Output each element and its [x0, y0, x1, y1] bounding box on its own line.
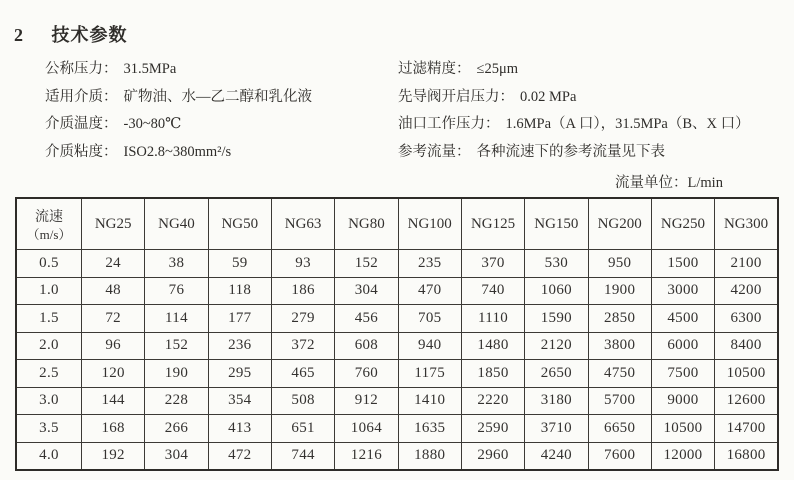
flow-value-cell: 744	[271, 442, 334, 470]
flow-value-cell: 8400	[715, 332, 778, 360]
parameters-left-column	[45, 56, 312, 166]
table-column-header: NG150	[525, 198, 588, 250]
table-row	[16, 360, 778, 388]
flow-value-cell: 2120	[525, 332, 588, 360]
parameter-label: 油口工作压力：	[398, 116, 500, 132]
flow-value-cell: 740	[461, 277, 524, 305]
flow-value-cell: 1880	[398, 442, 461, 470]
flow-value-cell: 1900	[588, 277, 651, 305]
table-column-header: NG63	[271, 198, 334, 250]
flow-value-cell: 295	[208, 360, 271, 388]
parameter-value: 矿物油、水—乙二醇和乳化液	[123, 88, 312, 105]
flow-value-cell: 1850	[461, 360, 524, 388]
flow-value-cell: 168	[82, 415, 145, 443]
flow-value-cell: 651	[271, 415, 334, 443]
flow-value-cell: 940	[398, 332, 461, 360]
flow-value-cell: 186	[271, 277, 334, 305]
table-column-header: NG80	[335, 198, 398, 250]
flow-value-cell: 413	[208, 415, 271, 443]
table-row	[16, 442, 778, 470]
flow-value-cell: 228	[145, 387, 208, 415]
flow-value-cell: 59	[208, 250, 271, 278]
flow-value-cell: 304	[335, 277, 398, 305]
flow-value-cell: 144	[82, 387, 145, 415]
flow-value-cell: 16800	[715, 442, 778, 470]
flow-rate-table	[15, 197, 779, 471]
parameter-value: 31.5MPa	[123, 61, 177, 77]
parameter-line	[398, 111, 750, 139]
section-number: 2	[14, 25, 24, 45]
flow-value-cell: 6650	[588, 415, 651, 443]
table-row	[16, 277, 778, 305]
speed-header-unit: （m/s）	[26, 226, 72, 242]
speed-cell: 0.5	[16, 250, 82, 278]
flow-value-cell: 38	[145, 250, 208, 278]
flow-value-cell: 1110	[461, 305, 524, 333]
parameter-label: 介质温度：	[45, 116, 118, 132]
flow-value-cell: 9000	[651, 387, 714, 415]
flow-value-cell: 1410	[398, 387, 461, 415]
table-row	[16, 387, 778, 415]
flow-value-cell: 3710	[525, 415, 588, 443]
flow-value-cell: 608	[335, 332, 398, 360]
flow-value-cell: 152	[335, 250, 398, 278]
flow-value-cell: 4500	[651, 305, 714, 333]
flow-value-cell: 24	[82, 250, 145, 278]
parameter-label: 适用介质：	[45, 88, 118, 105]
flow-value-cell: 10500	[715, 360, 778, 388]
flow-value-cell: 2650	[525, 360, 588, 388]
speed-column-header	[16, 198, 82, 250]
flow-value-cell: 705	[398, 305, 461, 333]
table-header-row	[16, 198, 778, 250]
speed-cell: 1.5	[16, 305, 82, 333]
speed-cell: 3.5	[16, 415, 82, 443]
flow-value-cell: 912	[335, 387, 398, 415]
section-heading	[14, 21, 128, 47]
flow-value-cell: 1590	[525, 305, 588, 333]
flow-value-cell: 6000	[651, 332, 714, 360]
flow-value-cell: 72	[82, 305, 145, 333]
parameter-value: ISO2.8~380mm²/s	[123, 143, 232, 160]
flow-value-cell: 2590	[461, 415, 524, 443]
table-row	[16, 415, 778, 443]
flow-value-cell: 1175	[398, 360, 461, 388]
flow-value-cell: 508	[271, 387, 334, 415]
speed-cell: 3.0	[16, 387, 82, 415]
speed-cell: 1.0	[16, 277, 82, 305]
table-column-header: NG300	[715, 198, 778, 250]
flow-value-cell: 1480	[461, 332, 524, 360]
parameter-value: 0.02 MPa	[520, 88, 577, 105]
parameter-label: 先导阀开启压力：	[398, 88, 514, 105]
table-column-header: NG40	[145, 198, 208, 250]
flow-value-cell: 950	[588, 250, 651, 278]
speed-header-label: 流速	[35, 209, 63, 225]
flow-value-cell: 472	[208, 442, 271, 470]
flow-value-cell: 192	[82, 442, 145, 470]
flow-value-cell: 12600	[715, 387, 778, 415]
flow-value-cell: 76	[145, 277, 208, 305]
flow-value-cell: 2220	[461, 387, 524, 415]
parameter-line	[45, 84, 312, 112]
flow-value-cell: 1500	[651, 250, 714, 278]
flow-value-cell: 304	[145, 442, 208, 470]
flow-value-cell: 152	[145, 332, 208, 360]
flow-value-cell: 120	[82, 360, 145, 388]
flow-value-cell: 266	[145, 415, 208, 443]
flow-value-cell: 3180	[525, 387, 588, 415]
parameter-line	[45, 56, 312, 84]
flow-value-cell: 530	[525, 250, 588, 278]
flow-value-cell: 12000	[651, 442, 714, 470]
flow-value-cell: 1635	[398, 415, 461, 443]
parameter-value: -30~80℃	[123, 116, 182, 132]
speed-cell: 2.5	[16, 360, 82, 388]
flow-value-cell: 1216	[335, 442, 398, 470]
flow-value-cell: 470	[398, 277, 461, 305]
flow-value-cell: 235	[398, 250, 461, 278]
parameters-right-column	[398, 56, 750, 166]
flow-value-cell: 4750	[588, 360, 651, 388]
flow-value-cell: 456	[335, 305, 398, 333]
section-title: 技术参数	[51, 25, 128, 45]
flow-value-cell: 7500	[651, 360, 714, 388]
flow-value-cell: 4200	[715, 277, 778, 305]
flow-value-cell: 370	[461, 250, 524, 278]
flow-value-cell: 354	[208, 387, 271, 415]
flow-value-cell: 10500	[651, 415, 714, 443]
parameter-label: 介质粘度：	[45, 143, 118, 160]
flow-value-cell: 118	[208, 277, 271, 305]
table-column-header: NG50	[208, 198, 271, 250]
flow-value-cell: 14700	[715, 415, 778, 443]
flow-value-cell: 48	[82, 277, 145, 305]
flow-value-cell: 6300	[715, 305, 778, 333]
parameter-label: 公称压力：	[45, 61, 118, 77]
flow-value-cell: 372	[271, 332, 334, 360]
table-column-header: NG250	[651, 198, 714, 250]
parameter-line	[398, 56, 750, 84]
parameter-line	[398, 84, 750, 112]
flow-value-cell: 760	[335, 360, 398, 388]
speed-cell: 2.0	[16, 332, 82, 360]
parameter-value: 1.6MPa（A 口），31.5MPa（B、X 口）	[505, 116, 750, 132]
table-column-header: NG200	[588, 198, 651, 250]
parameter-label: 过滤精度：	[398, 61, 471, 77]
parameter-value: ≤25μm	[476, 61, 519, 77]
flow-value-cell: 3000	[651, 277, 714, 305]
table-column-header: NG25	[82, 198, 145, 250]
flow-value-cell: 177	[208, 305, 271, 333]
parameter-label: 参考流量：	[398, 143, 471, 160]
flow-value-cell: 2960	[461, 442, 524, 470]
flow-value-cell: 1060	[525, 277, 588, 305]
parameter-line	[398, 139, 750, 167]
flow-value-cell: 279	[271, 305, 334, 333]
flow-value-cell: 114	[145, 305, 208, 333]
flow-value-cell: 5700	[588, 387, 651, 415]
flow-value-cell: 7600	[588, 442, 651, 470]
table-body	[16, 250, 778, 471]
table-row	[16, 332, 778, 360]
flow-value-cell: 2100	[715, 250, 778, 278]
flow-value-cell: 3800	[588, 332, 651, 360]
speed-cell: 4.0	[16, 442, 82, 470]
flow-value-cell: 2850	[588, 305, 651, 333]
table-row	[16, 250, 778, 278]
flow-value-cell: 4240	[525, 442, 588, 470]
table-column-header: NG125	[461, 198, 524, 250]
parameter-line	[45, 139, 312, 167]
table-column-header: NG100	[398, 198, 461, 250]
flow-value-cell: 96	[82, 332, 145, 360]
table-row	[16, 305, 778, 333]
parameter-line	[45, 111, 312, 139]
flow-value-cell: 190	[145, 360, 208, 388]
flow-value-cell: 93	[271, 250, 334, 278]
parameter-value: 各种流速下的参考流量见下表	[476, 143, 665, 160]
flow-value-cell: 465	[271, 360, 334, 388]
flow-value-cell: 1064	[335, 415, 398, 443]
flow-value-cell: 236	[208, 332, 271, 360]
flow-unit-note: 流量单位：L/min	[615, 175, 723, 191]
